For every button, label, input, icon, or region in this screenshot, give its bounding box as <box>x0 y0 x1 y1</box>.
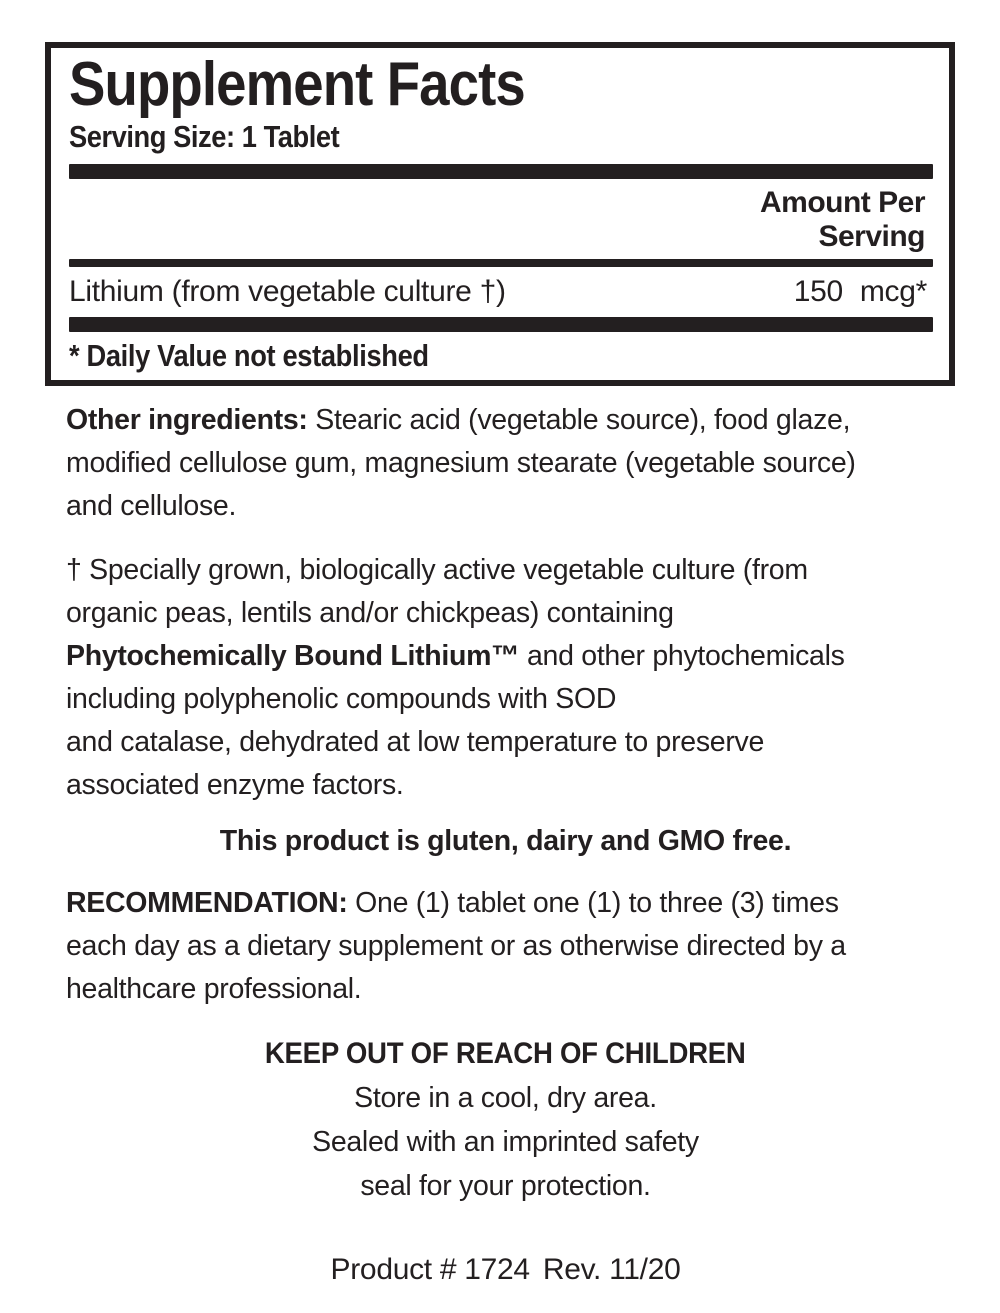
other-ingredients-lead: Other ingredients: <box>66 403 308 436</box>
daily-value-footnote <box>69 338 933 374</box>
dagger-footnote-paragraph <box>66 549 945 807</box>
separator-bar-thick-bottom <box>69 317 933 332</box>
ingredient-unit: mcg* <box>859 274 927 308</box>
dagger-line1: † Specially grown, biologically active vegetable culture (from <box>66 553 808 586</box>
serving-size <box>69 119 933 155</box>
other-ingredients-line2: modified cellulose gum, magnesium stearate (vegetable source) <box>66 446 856 479</box>
separator-bar-medium <box>69 259 933 267</box>
amount-per-serving-header <box>69 186 933 254</box>
seal-line2: seal for your protection. <box>360 1169 651 1202</box>
separator-bar-thick-top <box>69 164 933 179</box>
ingredient-amount: 150 <box>793 274 843 308</box>
dagger-line3: and other phytochemicals <box>519 639 845 672</box>
other-ingredients-line3: and cellulose. <box>66 489 237 522</box>
daily-value-text: * Daily Value not established <box>69 337 429 373</box>
label-body-copy <box>66 399 945 1292</box>
product-number: Product # 1724 <box>330 1252 530 1286</box>
storage-instructions <box>66 1076 945 1208</box>
seal-line1: Sealed with an imprinted safety <box>312 1125 699 1158</box>
recommendation-lead: RECOMMENDATION: <box>66 886 348 919</box>
ingredient-name: Lithium (from vegetable culture †) <box>69 274 506 308</box>
ingredient-amount-wrap <box>794 274 933 310</box>
serving-size-text: Serving Size: 1 Tablet <box>69 119 340 155</box>
dagger-line4: including polyphenolic compounds with SOD <box>66 682 617 715</box>
recommendation-line3: healthcare professional. <box>66 972 362 1005</box>
dagger-line2: organic peas, lentils and/or chickpeas) containing <box>66 596 674 629</box>
dagger-line5: and catalase, dehydrated at low temperature to preserve <box>66 725 765 758</box>
amount-per-line2: Serving <box>818 219 925 253</box>
keep-out-warning-text: KEEP OUT OF REACH OF CHILDREN <box>265 1036 746 1070</box>
amount-per-line1: Amount Per <box>759 186 925 220</box>
recommendation-line2: each day as a dietary supplement or as otherwise directed by a <box>66 929 846 962</box>
storage-line: Store in a cool, dry area. <box>354 1081 657 1114</box>
recommendation-line1: One (1) tablet one (1) to three (3) times <box>347 886 839 919</box>
product-footer <box>66 1248 945 1292</box>
keep-out-warning <box>66 1032 945 1076</box>
other-ingredients-line1: Stearic acid (vegetable source), food glaze, <box>307 403 851 436</box>
other-ingredients-paragraph <box>66 399 945 528</box>
gluten-free-statement: This product is gluten, dairy and GMO free. <box>219 824 792 857</box>
ingredient-row <box>69 274 933 310</box>
revision-number: Rev. 11/20 <box>542 1252 681 1286</box>
dagger-line6: associated enzyme factors. <box>66 768 404 801</box>
supplement-facts-panel <box>45 42 955 386</box>
recommendation-paragraph <box>66 882 945 1011</box>
panel-title <box>69 52 933 117</box>
panel-title-text: Supplement Facts <box>69 50 525 119</box>
dagger-trademark-name: Phytochemically Bound Lithium™ <box>66 639 520 672</box>
